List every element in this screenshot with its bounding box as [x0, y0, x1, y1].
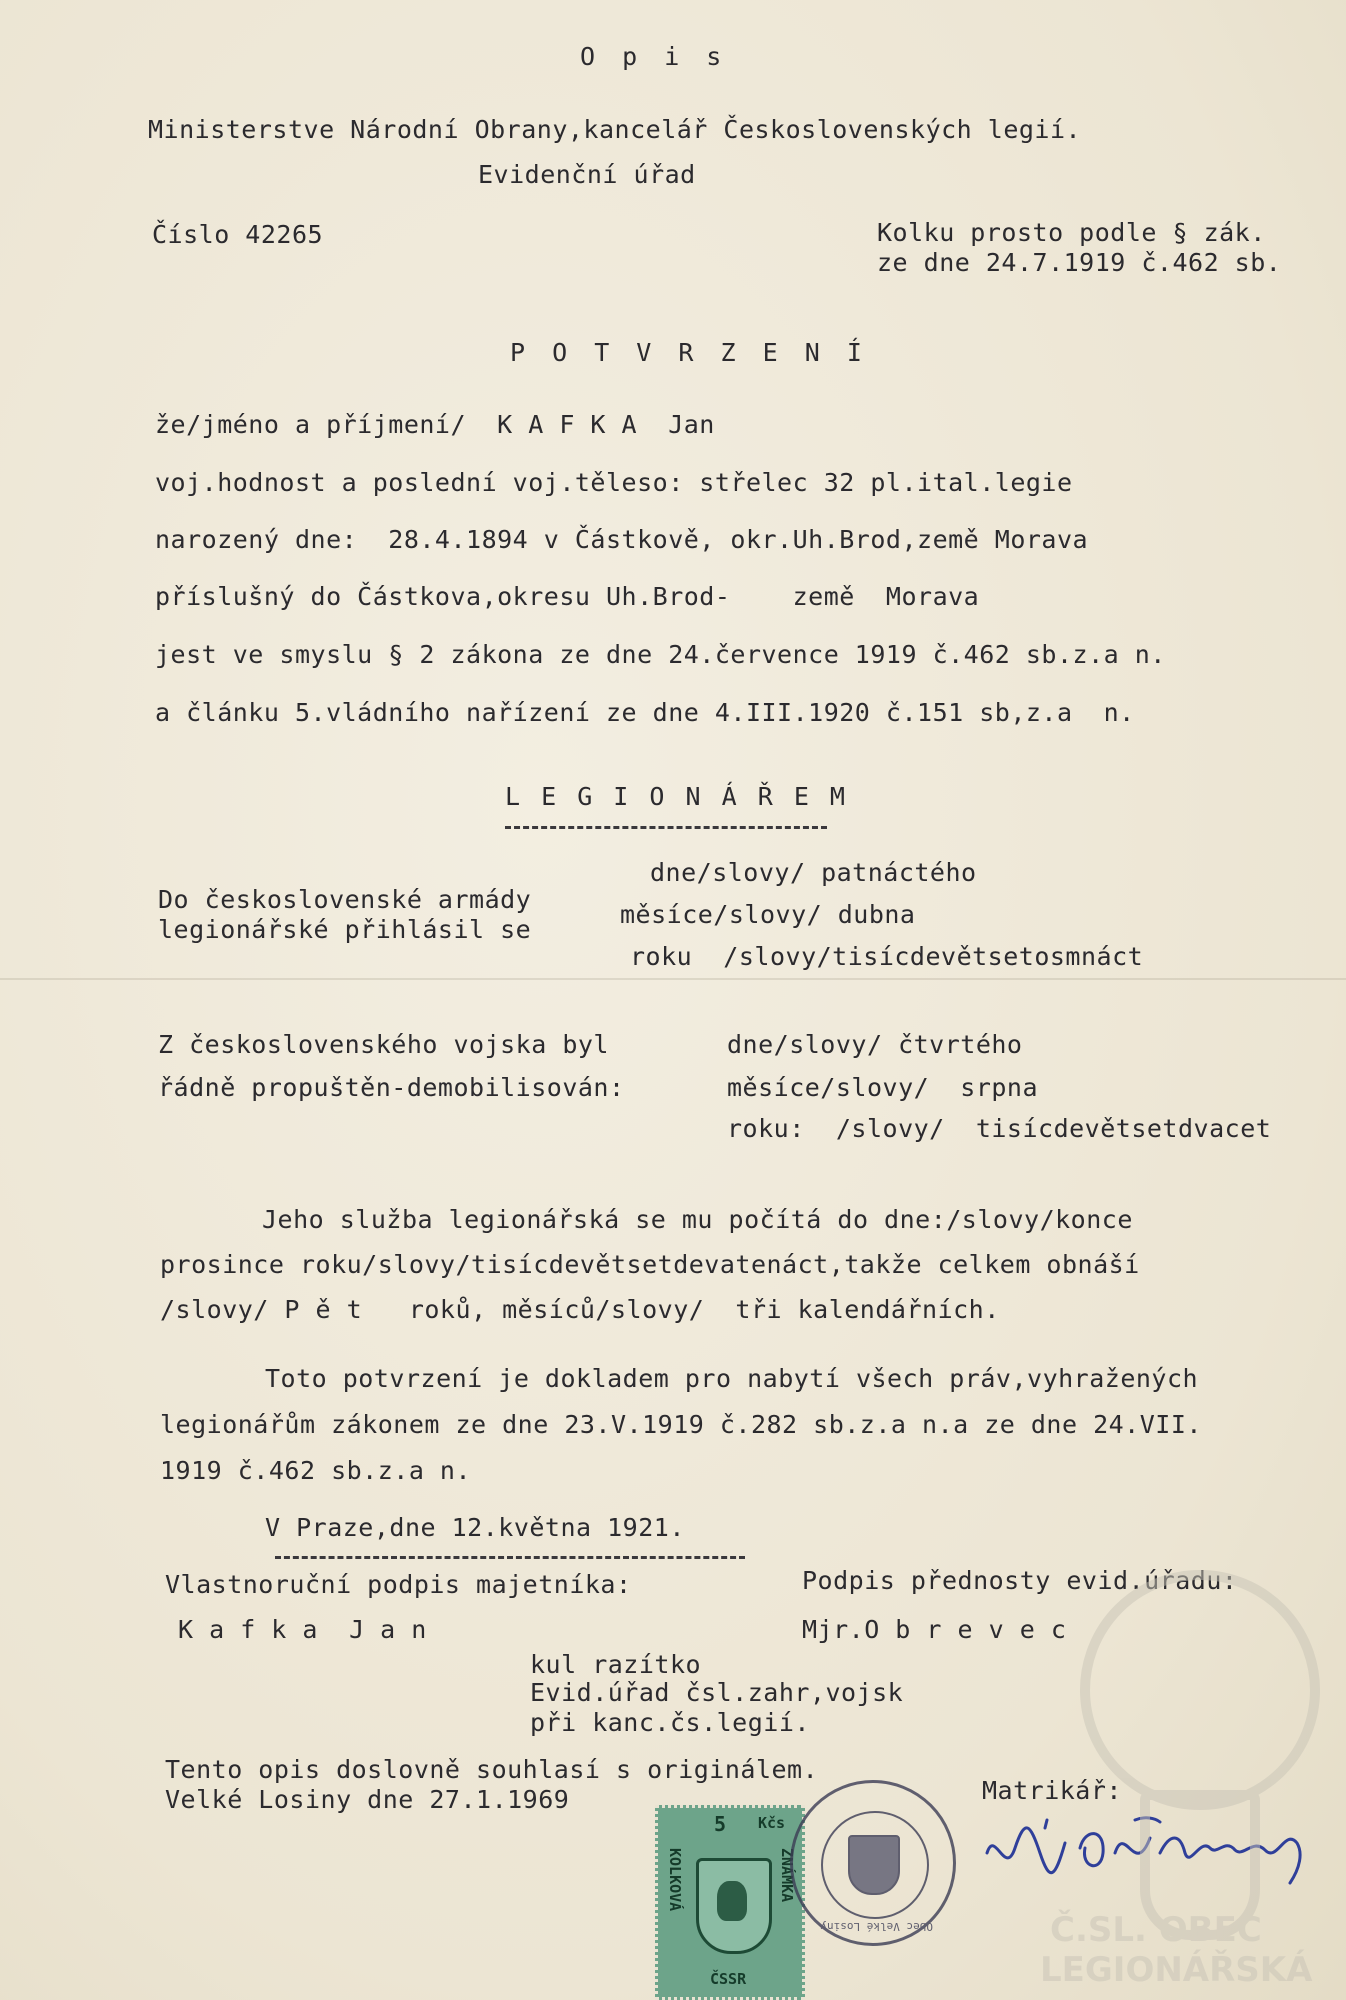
discharged-month: měsíce/slovy/ srpna	[727, 1073, 1039, 1102]
lion-emblem-icon	[696, 1858, 772, 1954]
certificate-line-3: 1919 č.462 sb.z.a n.	[160, 1456, 472, 1485]
copy-note-line-2: Velké Losiny dne 27.1.1969	[165, 1785, 570, 1814]
revenue-stamp	[655, 1805, 805, 2000]
certificate-line-1: Toto potvrzení je dokladem pro nabytí všech práv,vyhražených	[265, 1364, 1199, 1393]
law-line-1: jest ve smyslu § 2 zákona ze dne 24.července 1919 č.462 sb.z.a n.	[155, 640, 1166, 669]
revenue-stamp-right-text: ZNÁMKA	[778, 1848, 796, 1903]
discharged-year: roku: /slovy/ tisícdevětsetdvacet	[727, 1114, 1272, 1143]
document-number: Číslo 42265	[152, 220, 324, 249]
discharged-label-2: řádně propuštěn-demobilisován:	[158, 1073, 625, 1102]
law-line-2: a článku 5.vládního nařízení ze dne 4.III.1920 č.151 sb,z.a n.	[155, 698, 1135, 727]
stamp-note-1: kul razítko	[530, 1650, 702, 1679]
service-line-2: prosince roku/slovy/tisícdevětsetdevatenáct,takže celkem obnáší	[160, 1250, 1140, 1279]
copy-note-line-1: Tento opis doslovně souhlasí s originálem.	[165, 1755, 819, 1784]
revenue-stamp-currency: Kčs	[758, 1814, 786, 1832]
enlisted-day: dne/slovy/ patnáctého	[650, 858, 977, 887]
round-stamp-text: Obec Velké Losiny	[820, 1920, 933, 1933]
fee-line-2: ze dne 24.7.1919 č.462 sb.	[877, 248, 1282, 277]
office-line: Evidenční úřad	[478, 160, 696, 189]
owner-name: K a f k a J a n	[178, 1615, 427, 1644]
paper-fold	[0, 978, 1346, 980]
place-date: V Praze,dne 12.května 1921.	[265, 1513, 685, 1542]
owner-signature-label: Vlastnoruční podpis majetníka:	[165, 1570, 632, 1599]
watermark-line-1: Č.SL. OBEC	[1050, 1910, 1262, 1950]
watermark-line-2: LEGIONÁŘSKÁ	[1040, 1950, 1313, 1990]
discharged-day: dne/slovy/ čtvrtého	[727, 1030, 1023, 1059]
service-line-1: Jeho služba legionářská se mu počítá do dne:/slovy/konce	[262, 1205, 1133, 1234]
registrar-label: Matrikář:	[982, 1776, 1122, 1805]
eagle-shield-icon	[848, 1835, 900, 1895]
heading-underline	[505, 826, 827, 829]
birth-line: narozený dne: 28.4.1894 v Částkově, okr.Uh.Brod,země Morava	[155, 525, 1089, 554]
discharged-label-1: Z československého vojska byl	[158, 1030, 609, 1059]
certificate-line-2: legionářům zákonem ze dne 23.V.1919 č.282 sb.z.a n.a ze dne 24.VII.	[160, 1410, 1202, 1439]
enlisted-month: měsíce/slovy/ dubna	[620, 900, 916, 929]
enlisted-year: roku /slovy/tisícdevětsetosmnáct	[630, 942, 1144, 971]
stamp-note-3: při kanc.čs.legií.	[530, 1708, 810, 1737]
enlisted-label-1: Do československé armády	[158, 885, 532, 914]
fee-line-1: Kolku prosto podle § zák.	[877, 218, 1266, 247]
head-signature-label: Podpis přednosty evid.úřadu:	[802, 1566, 1238, 1595]
revenue-stamp-country: ČSSR	[710, 1970, 747, 1988]
legionnaire-medallion-icon	[1080, 1570, 1320, 1810]
document-title: P O T V R Z E N Í	[510, 338, 868, 367]
service-line-3: /slovy/ P ě t roků, měsíců/slovy/ tři kalendářních.	[160, 1295, 1000, 1324]
stamp-note-2: Evid.úřad čsl.zahr,vojsk	[530, 1678, 904, 1707]
domicile-line: příslušný do Částkova,okresu Uh.Brod- země Morava	[155, 582, 980, 611]
enlisted-label-2: legionářské přihlásil se	[158, 915, 532, 944]
legion-watermark	[1040, 1570, 1330, 1990]
round-official-stamp	[790, 1780, 956, 1946]
rank-line: voj.hodnost a poslední voj.těleso: střelec 32 pl.ital.legie	[155, 468, 1073, 497]
ministry-line: Ministerstve Národní Obrany,kancelář Československých legií.	[148, 115, 1082, 144]
head-name: Mjr.O b r e v e c	[802, 1615, 1067, 1644]
place-date-underline	[275, 1556, 745, 1559]
legionnaire-heading: L E G I O N Á Ř E M	[505, 782, 848, 811]
name-line: že/jméno a příjmení/ K A F K A Jan	[155, 410, 715, 439]
opis-heading: O p i s	[580, 42, 728, 71]
revenue-stamp-value: 5	[714, 1812, 727, 1836]
revenue-stamp-left-text: KOLKOVÁ	[666, 1848, 684, 1912]
